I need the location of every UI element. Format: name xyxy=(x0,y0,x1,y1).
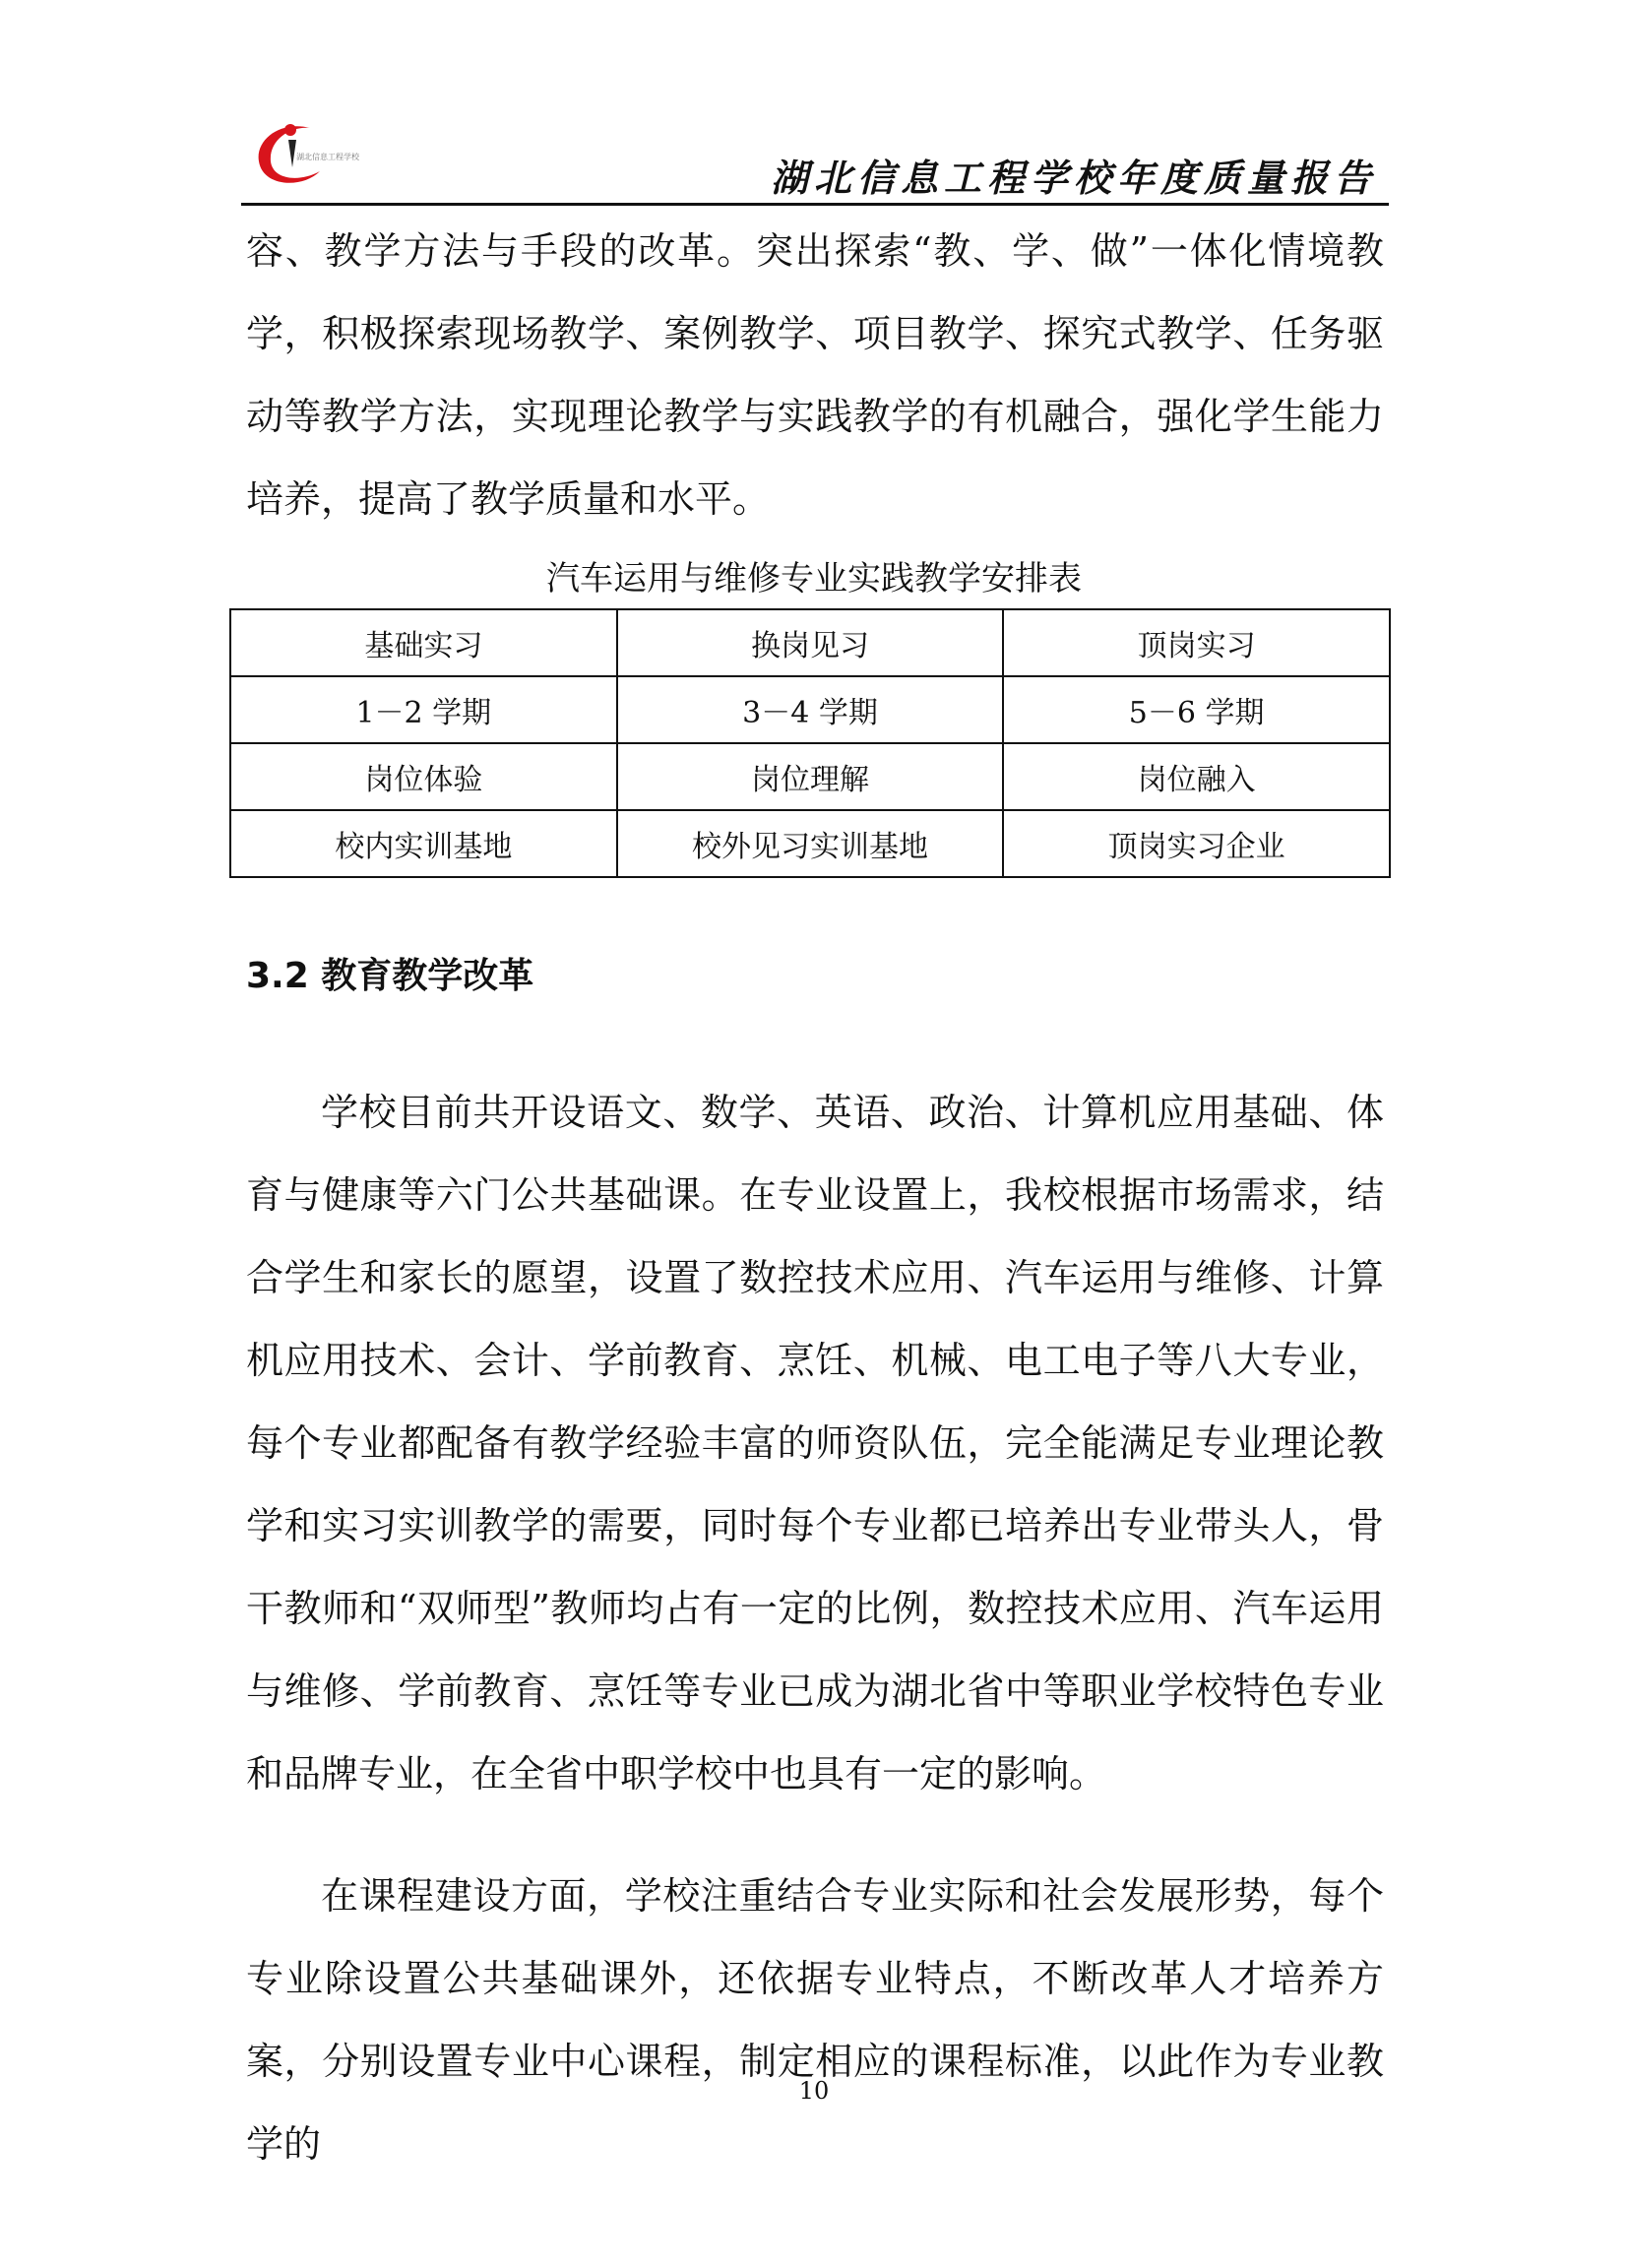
page-header xyxy=(0,0,1628,207)
body-paragraph: 学校目前共开设语文、数学、英语、政治、计算机应用基础、体育与健康等六门公共基础课。在专业设置上，我校根据市场需求，结合学生和家长的愿望，设置了数控技术应用、汽车运用与维修、计算机应用技术、会计、学前教育、烹饪、机械、电工电子等八大专业，每个专业都配备有教学经验丰富的师资队伍，完全能满足专业理论教学和实习实训教学的需要，同时每个专业都已培养出专业带头人，骨干教师和“双师型”教师均占有一定的比例，数控技术应用、汽车运用与维修、学前教育、烹饪等专业已成为湖北省中等职业学校特色专业和品牌专业，在全省中职学校中也具有一定的影响。 xyxy=(246,1091,1384,1796)
table-cell: 岗位理解 xyxy=(617,743,1004,810)
table-cell: 岗位体验 xyxy=(230,743,617,810)
table-cell: 校外见习实训基地 xyxy=(617,810,1004,877)
table-cell: 1－2 学期 xyxy=(230,676,617,743)
practice-schedule-table xyxy=(229,608,1391,878)
table-cell: 顶岗实习企业 xyxy=(1003,810,1390,877)
table-cell: 5－6 学期 xyxy=(1003,676,1390,743)
school-logo-icon xyxy=(251,110,359,191)
table-row xyxy=(230,743,1390,810)
intro-paragraph: 容、教学方法与手段的改革。突出探索“教、学、做”一体化情境教学，积极探索现场教学、案例教学、项目教学、探究式教学、任务驱动等教学方法，实现理论教学与实践教学的有机融合，强化学生能力培养，提高了教学质量和水平。 xyxy=(246,229,1384,521)
section-heading: 3.2 教育教学改革 xyxy=(246,956,534,996)
header-divider xyxy=(241,203,1389,206)
page-number: 10 xyxy=(798,2077,830,2105)
report-header-title: 湖北信息工程学校年度质量报告 xyxy=(770,156,1377,200)
table-row xyxy=(230,609,1390,676)
table-row xyxy=(230,676,1390,743)
table-caption: 汽车运用与维修专业实践教学安排表 xyxy=(546,559,1082,598)
table-cell: 基础实习 xyxy=(230,609,617,676)
table-cell: 3－4 学期 xyxy=(617,676,1004,743)
table-cell: 校内实训基地 xyxy=(230,810,617,877)
table-cell: 换岗见习 xyxy=(617,609,1004,676)
table-row xyxy=(230,810,1390,877)
table-cell: 顶岗实习 xyxy=(1003,609,1390,676)
body-paragraph: 在课程建设方面，学校注重结合专业实际和社会发展形势，每个专业除设置公共基础课外，还依据专业特点，不断改革人才培养方案，分别设置专业中心课程，制定相应的课程标准，以此作为专业教学的 xyxy=(246,1874,1384,2166)
svg-text:湖北信息工程学校: 湖北信息工程学校 xyxy=(296,153,359,161)
table-cell: 岗位融入 xyxy=(1003,743,1390,810)
